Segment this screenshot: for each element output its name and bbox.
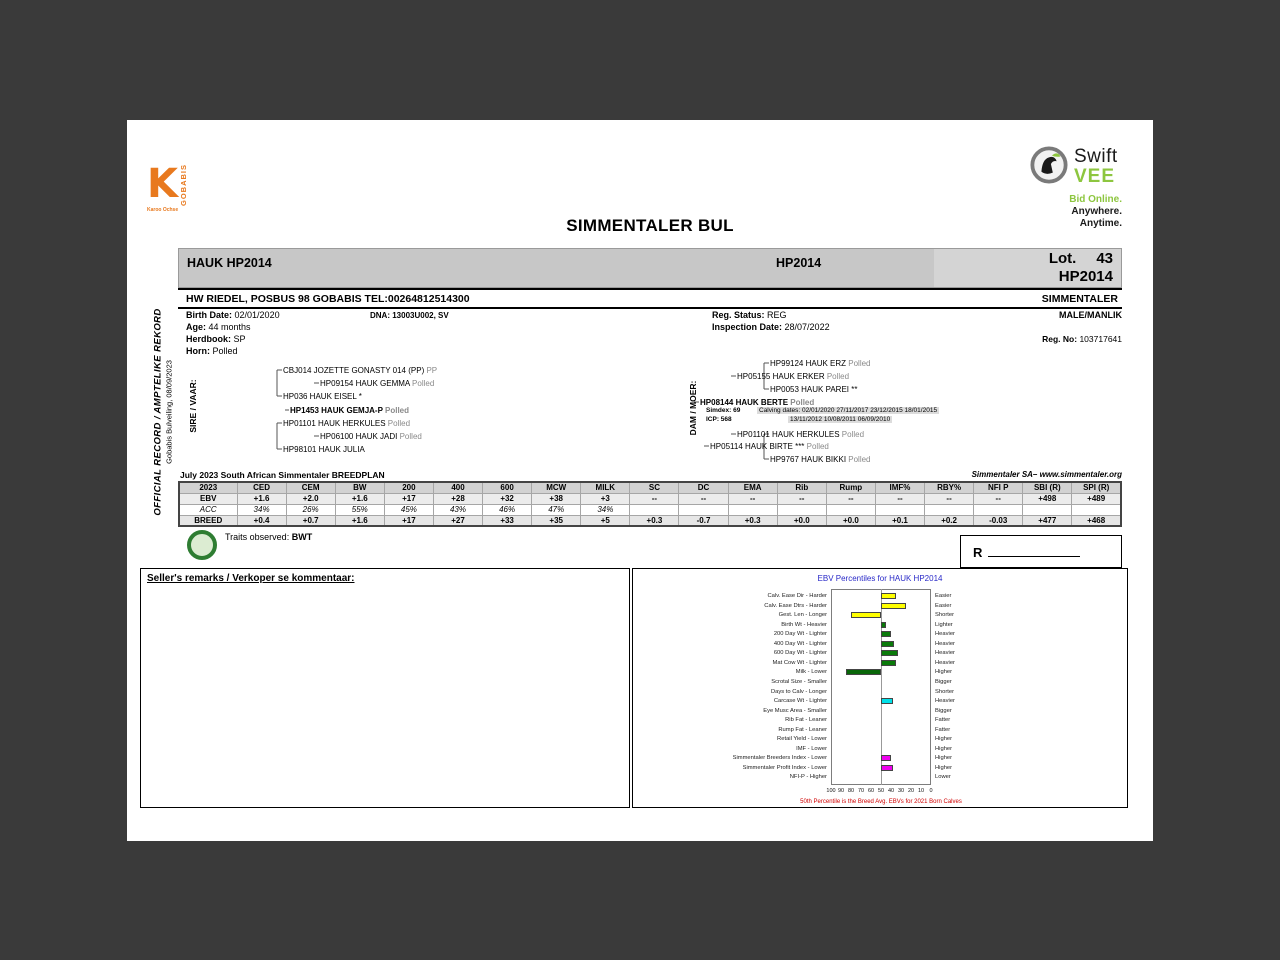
ebv-value-cell: +27 [433, 515, 482, 526]
ebv-column-header: SBI (R) [1023, 482, 1072, 493]
animal-tag: HP2014 [776, 256, 822, 270]
ebv-value-cell: +477 [1023, 515, 1072, 526]
chart-footnote: 50th Percentile is the Breed Avg. EBVs for 2021 Born Calves [800, 799, 962, 805]
chart-axis-tick: 80 [847, 788, 855, 794]
ebv-table [178, 481, 1122, 527]
chart-row-label: Carcase Wt - Lighter [773, 698, 827, 705]
ebv-column-header: MCW [532, 482, 581, 493]
k-logo-letter: K [147, 161, 178, 207]
pedigree-entry: HP036 HAUK EISEL * [283, 392, 362, 401]
chart-row-label: Milk - Lower [795, 669, 827, 676]
ebv-value-cell: 55% [335, 504, 384, 515]
chart-row-qualifier: Heavier [935, 659, 955, 666]
ebv-value-cell: +17 [384, 515, 433, 526]
auction-date-line: Gobabis Bulveiling, 08/09/2023 [164, 360, 174, 464]
age: Age: 44 months [186, 322, 251, 332]
chart-row-qualifier: Higher [935, 669, 953, 676]
ebv-value-cell: +0.0 [777, 515, 826, 526]
ebv-value-cell: +1.6 [237, 493, 286, 504]
pedigree-entry: HP06100 HAUK JADI Polled [320, 432, 422, 441]
ebv-row-label: EBV [179, 493, 237, 504]
ebv-value-cell: 47% [532, 504, 581, 515]
chart-row-label: Retail Yield - Lower [777, 736, 827, 743]
chart-row-label: 200 Day Wt - Lighter [773, 631, 827, 638]
ebv-value-cell: 26% [286, 504, 335, 515]
ebv-value-cell [875, 504, 924, 515]
chart-row-label: Mat Cow Wt - Lighter [772, 659, 827, 666]
ebv-value-cell: +28 [433, 493, 482, 504]
ebv-value-cell [925, 504, 974, 515]
chart-row-label: Birth Wt - Heavier [781, 621, 827, 628]
ebv-column-header: 200 [384, 482, 433, 493]
ebv-column-header: BW [335, 482, 384, 493]
dna-number: DNA: 13003U002, SV [370, 311, 449, 320]
herdbook: Herdbook: SP [186, 334, 246, 344]
breedplan-source: Simmentaler SA– www.simmentaler.org [971, 470, 1122, 479]
ebv-value-cell: -- [875, 493, 924, 504]
chart-row-qualifier: Easier [935, 602, 952, 609]
chart-row-label: Calv. Ease Dtrs - Harder [764, 602, 827, 609]
ebv-column-header: IMF% [875, 482, 924, 493]
pedigree-entry: HP99124 HAUK ERZ Polled [770, 359, 871, 368]
seller-remarks-box [140, 568, 630, 808]
chart-row-qualifier: Higher [935, 764, 953, 771]
calving-dates-2: 13/11/2012 10/08/2011 06/09/2010 [790, 416, 891, 423]
chart-row-qualifier: Lighter [935, 621, 953, 628]
ebv-header-row [179, 482, 1121, 493]
traits-observed: Traits observed: BWT [225, 532, 313, 542]
chart-axis-tick: 100 [826, 788, 836, 794]
catalog-page [127, 120, 1153, 841]
pedigree-entry: HP98101 HAUK JULIA [283, 445, 365, 454]
ebv-value-cell: 43% [433, 504, 482, 515]
lot-number: 43 [1096, 250, 1113, 267]
ebv-value-cell: +0.0 [826, 515, 875, 526]
simmentaler-sa-logo-icon [187, 530, 217, 560]
lot-label: Lot. [1048, 250, 1077, 267]
chart-row-qualifier: Heavier [935, 650, 955, 657]
chart-row-qualifier: Higher [935, 745, 953, 752]
ebv-value-cell [826, 504, 875, 515]
pedigree-entry: HP05155 HAUK ERKER Polled [737, 372, 850, 381]
currency-label: R [973, 545, 983, 560]
ebv-value-cell: +0.7 [286, 515, 335, 526]
reg-no: Reg. No: 103717641 [1042, 334, 1122, 344]
pedigree-entry: HP01101 HAUK HERKULES Polled [737, 430, 865, 439]
chart-bar [881, 641, 894, 647]
chart-row-label: Simmentaler Profit Index - Lower [742, 764, 827, 771]
chart-axis-tick: 40 [887, 788, 895, 794]
chart-row-qualifier: Higher [935, 755, 953, 762]
ebv-value-cell: +498 [1023, 493, 1072, 504]
chart-row-qualifier: Heavier [935, 640, 955, 647]
k-logo-subtext: Karoo Ochse [147, 207, 179, 213]
chart-bar [881, 765, 893, 771]
chart-row-label: IMF - Lower [796, 745, 827, 752]
ebv-column-header: CED [237, 482, 286, 493]
chart-row-label: NFI-P - Higher [789, 774, 827, 781]
ebv-value-cell: +35 [532, 515, 581, 526]
chart-axis-tick: 70 [857, 788, 865, 794]
ebv-column-header: 400 [433, 482, 482, 493]
ebv-column-header: SPI (R) [1072, 482, 1121, 493]
ebv-value-cell: -- [925, 493, 974, 504]
reg-status: Reg. Status: REG [712, 310, 787, 320]
lot-code: HP2014 [1058, 268, 1113, 285]
swiftvee-word-vee: VEE [1074, 166, 1116, 187]
ebv-value-cell: +489 [1072, 493, 1121, 504]
sire-section-label: SIRE / VAAR: [188, 379, 198, 433]
chart-row-label: 400 Day Wt - Lighter [773, 640, 827, 647]
ebv-value-cell: +0.3 [728, 515, 777, 526]
ebv-value-cell: +0.1 [875, 515, 924, 526]
ebv-column-header: 600 [483, 482, 532, 493]
chart-row-label: Simmentaler Breeders Index - Lower [732, 755, 827, 762]
ebv-value-cell: +0.4 [237, 515, 286, 526]
ebv-value-cell: -- [728, 493, 777, 504]
chart-bar [881, 631, 891, 637]
pedigree-entry: HP08144 HAUK BERTE Polled [700, 398, 815, 407]
ebv-row-ebv [179, 493, 1121, 504]
ebv-value-cell: -0.03 [974, 515, 1023, 526]
horn: Horn: Polled [186, 346, 238, 356]
chart-axis-tick: 60 [867, 788, 875, 794]
chart-axis-tick: 50 [877, 788, 885, 794]
ebv-value-cell: -- [630, 493, 679, 504]
ebv-row-label: BREED [179, 515, 237, 526]
swiftvee-word-swift: Swift [1074, 146, 1118, 167]
ebv-value-cell [1072, 504, 1121, 515]
ebv-column-header: 2023 [179, 482, 237, 493]
chart-bar [881, 660, 896, 666]
seller-contact: HW RIEDEL, POSBUS 98 GOBABIS TEL:00264812514300 [186, 293, 470, 305]
chart-row-qualifier: Higher [935, 736, 953, 743]
pedigree-entry: HP09154 HAUK GEMMA Polled [320, 379, 435, 388]
ebv-row-breed [179, 515, 1121, 526]
ebv-value-cell: +0.2 [925, 515, 974, 526]
ebv-column-header: SC [630, 482, 679, 493]
dam-section-label: DAM / MOER: [688, 380, 698, 436]
pedigree-entry: HP05114 HAUK BIRTE *** Polled [710, 442, 829, 451]
inspection-date: Inspection Date: 28/07/2022 [712, 322, 830, 332]
swiftvee-tagline-1: Bid Online. [1069, 194, 1122, 205]
ebv-value-cell: -0.7 [679, 515, 728, 526]
ebv-value-cell: +17 [384, 493, 433, 504]
ebv-column-header: MILK [581, 482, 630, 493]
chart-bar [881, 603, 906, 609]
ebv-value-cell: 34% [237, 504, 286, 515]
ebv-value-cell: +468 [1072, 515, 1121, 526]
breed-name: SIMMENTALER [1041, 293, 1118, 305]
ebv-row-label: ACC [179, 504, 237, 515]
chart-row-label: Scrotal Size - Smaller [771, 678, 827, 685]
chart-row-qualifier: Shorter [935, 688, 955, 695]
ebv-column-header: CEM [286, 482, 335, 493]
ebv-column-header: Rib [777, 482, 826, 493]
icp-stat: ICP: 568 [706, 416, 732, 423]
seller-remarks-title: Seller's remarks / Verkoper se kommentaar: [147, 573, 355, 584]
ebv-value-cell [679, 504, 728, 515]
chart-row-label: Rump Fat - Leaner [778, 726, 827, 733]
pedigree-entry: HP01101 HAUK HERKULES Polled [283, 419, 411, 428]
price-box [960, 535, 1122, 568]
calving-dates: Calving dates: 02/01/2020 27/11/2017 23/12/2015 18/01/2015 [759, 407, 938, 414]
chart-bar [881, 622, 886, 628]
chart-row-qualifier: Heavier [935, 631, 955, 638]
ebv-value-cell: +32 [483, 493, 532, 504]
chart-bar [881, 650, 898, 656]
ebv-value-cell [777, 504, 826, 515]
ebv-value-cell [630, 504, 679, 515]
ebv-column-header: EMA [728, 482, 777, 493]
price-blank-line [988, 544, 1080, 557]
ebv-value-cell [1023, 504, 1072, 515]
swiftvee-tagline-3: Anytime. [1079, 218, 1122, 229]
k-logo-vertical-text: GOBABIS [179, 163, 188, 206]
ebv-value-cell: +0.3 [630, 515, 679, 526]
chart-row-label: Rib Fat - Leaner [785, 717, 827, 724]
ebv-value-cell [974, 504, 1023, 515]
pedigree-entry: HP1453 HAUK GEMJA-P Polled [290, 406, 410, 415]
ebv-value-cell: -- [826, 493, 875, 504]
chart-row-qualifier: Fatter [935, 717, 951, 724]
ebv-value-cell: -- [777, 493, 826, 504]
chart-axis-tick: 20 [907, 788, 915, 794]
ebv-column-header: DC [679, 482, 728, 493]
breedplan-title: July 2023 South African Simmentaler BREEDPLAN [180, 470, 385, 480]
pedigree-entry: CBJ014 JOZETTE GONASTY 014 (PP) PP [283, 366, 438, 375]
ebv-value-cell: +2.0 [286, 493, 335, 504]
ebv-value-cell: +33 [483, 515, 532, 526]
ebv-value-cell: -- [974, 493, 1023, 504]
ebv-value-cell [728, 504, 777, 515]
chart-axis-tick: 0 [929, 788, 933, 794]
ebv-value-cell: +38 [532, 493, 581, 504]
chart-row-qualifier: Lower [935, 774, 951, 781]
ebv-value-cell: 34% [581, 504, 630, 515]
ebv-value-cell: +1.6 [335, 515, 384, 526]
chart-row-qualifier: Easier [935, 593, 952, 599]
chart-bar [851, 612, 881, 618]
ebv-column-header: RBY% [925, 482, 974, 493]
ebv-value-cell: +3 [581, 493, 630, 504]
sex-label: MALE/MANLIK [1059, 310, 1122, 320]
pedigree-entry: HP9767 HAUK BIKKI Polled [770, 455, 871, 464]
ebv-value-cell: 45% [384, 504, 433, 515]
chart-row-label: Gest. Len - Longer [778, 612, 827, 619]
swiftvee-tagline-2: Anywhere. [1071, 206, 1122, 217]
chart-bar [881, 698, 893, 704]
animal-name: HAUK HP2014 [187, 256, 272, 270]
chart-axis-tick: 90 [837, 788, 845, 794]
chart-row-qualifier: Fatter [935, 726, 951, 733]
pedigree-entry: HP0053 HAUK PAREI ** [770, 385, 858, 394]
ebv-value-cell: +5 [581, 515, 630, 526]
chart-title: EBV Percentiles for HAUK HP2014 [817, 574, 943, 583]
ebv-value-cell: -- [679, 493, 728, 504]
chart-row-label: 600 Day Wt - Lighter [773, 650, 827, 657]
chart-row-qualifier: Shorter [935, 612, 955, 619]
chart-area [632, 568, 1128, 808]
ebv-column-header: Rump [826, 482, 875, 493]
chart-axis-tick: 30 [897, 788, 905, 794]
ebv-row-acc [179, 504, 1121, 515]
chart-row-qualifier: Bigger [935, 678, 952, 685]
chart-bar [881, 755, 891, 761]
ebv-column-header: NFI P [974, 482, 1023, 493]
page-title: SIMMENTALER BUL [566, 216, 734, 235]
chart-axis-tick: 10 [917, 788, 925, 794]
official-record-line: OFFICIAL RECORD / AMPTELIKE REKORD [152, 308, 164, 516]
birth-date: Birth Date: 02/01/2020 [186, 310, 280, 320]
chart-row-qualifier: Heavier [935, 698, 955, 705]
ebv-value-cell: +1.6 [335, 493, 384, 504]
chart-row-label: Days to Calv - Longer [770, 688, 827, 695]
simdex-stat: Simdex: 69 [706, 407, 741, 414]
chart-bar [846, 669, 881, 675]
chart-bar [881, 593, 896, 599]
chart-row-label: Eye Musc Area - Smaller [763, 707, 827, 714]
ebv-value-cell: 46% [483, 504, 532, 515]
chart-row-qualifier: Bigger [935, 707, 952, 714]
chart-row-label: Calv. Ease Dir - Harder [767, 593, 827, 599]
